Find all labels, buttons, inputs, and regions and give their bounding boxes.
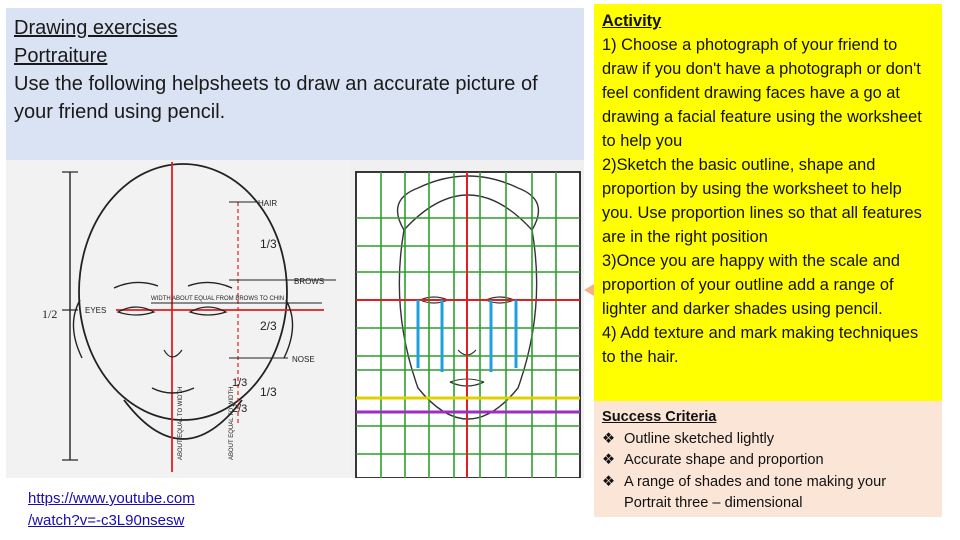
criteria-item	[602, 472, 936, 515]
pointer-arrow-icon	[584, 284, 594, 296]
youtube-link[interactable]	[28, 488, 268, 532]
criteria-item	[602, 429, 936, 451]
label-width-note: WIDTH ABOUT EQUAL FROM BROWS TO CHIN	[151, 296, 285, 302]
criteria-item-text: Outline sketched lightly	[624, 430, 775, 447]
diamond-bullet-icon: ❖	[602, 452, 616, 468]
label-two-thirds: 2/3	[260, 319, 277, 333]
intro-subtitle: Portraiture	[14, 45, 108, 67]
label-about-equal: ABOUT EQUAL TO WIDTH	[178, 386, 184, 460]
activity-heading: Activity	[602, 12, 662, 30]
label-brows: BROWS	[294, 277, 325, 286]
label-half: 1/2	[42, 307, 58, 321]
criteria-item-text: Accurate shape and proportion	[624, 452, 824, 468]
label-third-top: 1/3	[260, 237, 277, 251]
activity-step-3: 3)Once you are happy with the scale and proportion of your outline add a range of lighter and darker shades using pencil.	[602, 252, 900, 318]
label-about-equal-left: ABOUT EQUAL TO WIDTH	[229, 386, 235, 460]
label-two-thirds-lower: 2/3	[232, 403, 248, 415]
label-third-low: 1/3	[232, 377, 248, 389]
activity-step-2: 2)Sketch the basic outline, shape and proportion by using the worksheet to help you. Use proportion lines so that all features are in the right position	[602, 156, 922, 246]
criteria-item-text: A range of shades and tone making your Portrait three – dimensional	[624, 473, 887, 511]
intro-text: Use the following helpsheets to draw an accurate picture of your friend using pencil.	[14, 73, 538, 123]
intro-panel	[6, 8, 584, 160]
success-criteria-panel	[594, 401, 942, 517]
diamond-bullet-icon: ❖	[602, 473, 616, 490]
label-eyes: EYES	[85, 306, 107, 315]
activity-panel	[594, 4, 942, 401]
activity-step-4: 4) Add texture and mark making techniques to the hair.	[602, 324, 919, 366]
criteria-heading: Success Criteria	[602, 409, 717, 425]
diamond-bullet-icon: ❖	[602, 430, 616, 447]
criteria-item	[602, 450, 936, 472]
intro-title: Drawing exercises	[14, 17, 178, 39]
label-third-low-right: 1/3	[260, 385, 277, 399]
proportion-diagram	[6, 160, 584, 478]
activity-step-1: 1) Choose a photograph of your friend to draw if you don't have a photograph or don't feel confident drawing faces have a go at drawing a facial feature using the worksheet to help you	[602, 36, 922, 150]
label-nose: NOSE	[292, 355, 315, 364]
youtube-link-line2[interactable]: /watch?v=-c3L90nsesw	[28, 512, 185, 529]
criteria-list	[602, 429, 936, 515]
label-hair: HAIR	[258, 199, 278, 208]
proportion-helpsheet	[6, 160, 584, 478]
youtube-link-line1[interactable]: https://www.youtube.com	[28, 490, 195, 507]
